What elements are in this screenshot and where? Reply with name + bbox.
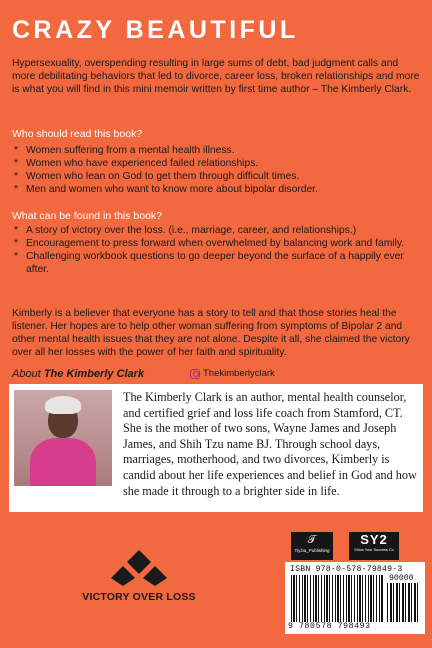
logo-text: VICTORY OVER LOSS [82,591,196,603]
publisher-1-text: Tiy.ba_Publishing [294,548,330,553]
summary-paragraph: Kimberly is a believer that everyone has a story to tell and that those stories heal the listener. Her hopes are to help other woman suffering from symptoms of Bipolar 2 and other mental health issues that they are not alone. Despite it all, she claimed the victory over all her losses with the power of her faith and spirituality. [12,308,410,358]
book-title: CRAZY BEAUTIFUL [12,16,299,44]
list-item: * Men and women who want to know more about bipolar disorder. [12,183,417,196]
barcode-bars [291,575,383,622]
about-heading [12,368,144,380]
what-list [12,224,417,276]
publisher-logo-2 [349,532,399,560]
about-prefix: About [12,368,41,380]
list-item: * Women suffering from a mental health illness. [12,144,417,157]
instagram-text: Thekimberlyclark [203,368,275,379]
intro-text: Hypersexuality, overspending resulting in large sums of debt, bad judgment calls and more debilitating behaviors that led to divorce, career loss, broken relationships and more is what you will find in this mini memoir written by first time author – The Kimberly Clark. [12,58,420,95]
who-heading: Who should read this book? [12,128,143,140]
publisher-2-mark: SY2 [360,532,388,547]
diamond-logo-icon [109,548,169,588]
publisher-logo-1 [291,532,333,560]
barcode-addon-bars [387,583,419,622]
about-author-name: The Kimberly Clark [43,368,145,380]
author-bio-box [9,384,423,512]
victory-logo [84,548,194,603]
what-heading: What can be found in this book? [12,210,163,222]
isbn-text: ISBN 978-0-578-79849-3 [290,565,403,574]
list-item: * Challenging workbook questions to go deeper beyond the surface of a happily ever after. [12,250,417,276]
barcode-number: 9 780578 798493 [288,622,371,631]
list-item: * Women who lean on God to get them through difficult times. [12,170,417,183]
author-bio-text: The Kimberly Clark is an author, mental health counselor, and certified grief and loss life coach from Stamford, CT. She is the mother of two sons, Wayne James and Joseph James, and Shih Tzu name BJ. Through school days, marriages, motherhood, and two divorces, Kimberly is candid about her life experiences and belief in God and how she made it through to a brighter side in life. [123,390,417,498]
list-item: * Encouragement to press forward when overwhelmed by balancing work and family. [12,237,417,250]
isbn-barcode [285,562,425,634]
publisher-1-mark: 𝒯 [307,534,317,546]
price-code: 90000 [389,574,414,583]
instagram-handle [190,368,275,379]
list-item: * Women who have experienced failed relationships. [12,157,417,170]
list-item: * A story of victory over the loss. (i.e., marriage, career, and relationships.) [12,224,417,237]
who-list [12,144,417,196]
author-bio [17,390,419,499]
publisher-2-text: Show Your Success Co [354,548,394,552]
instagram-icon [190,369,200,379]
